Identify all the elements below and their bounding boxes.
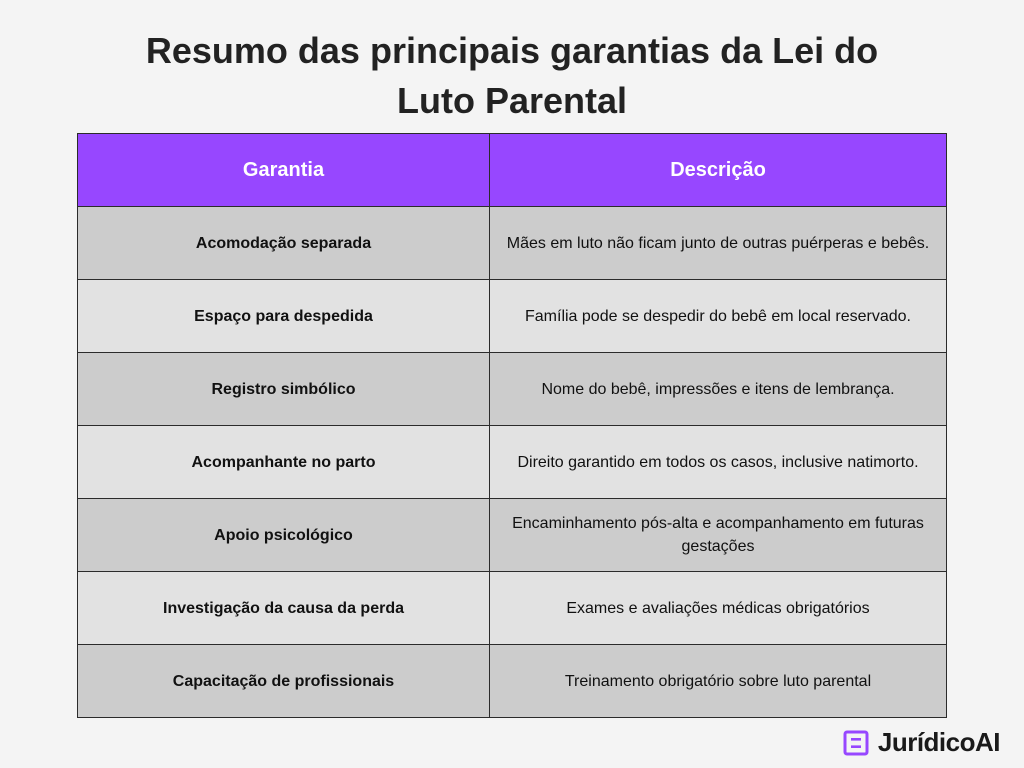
table-row <box>78 426 947 499</box>
garantia-cell: Espaço para despedida <box>78 280 490 353</box>
descricao-cell: Família pode se despedir do bebê em local reservado. <box>490 280 947 353</box>
descricao-cell: Direito garantido em todos os casos, inclusive natimorto. <box>490 426 947 499</box>
guarantees-table <box>77 133 947 718</box>
garantia-cell: Capacitação de profissionais <box>78 645 490 718</box>
table-row <box>78 207 947 280</box>
page-title <box>0 26 1024 126</box>
table-row <box>78 280 947 353</box>
descricao-cell: Nome do bebê, impressões e itens de lembrança. <box>490 353 947 426</box>
brand-logo <box>842 727 1000 758</box>
table-header <box>78 134 947 207</box>
garantia-cell: Registro simbólico <box>78 353 490 426</box>
garantia-cell: Apoio psicológico <box>78 499 490 572</box>
descricao-cell: Exames e avaliações médicas obrigatórios <box>490 572 947 645</box>
table-row <box>78 499 947 572</box>
table-row <box>78 645 947 718</box>
table-row <box>78 572 947 645</box>
garantia-cell: Acomodação separada <box>78 207 490 280</box>
descricao-cell: Mães em luto não ficam junto de outras puérperas e bebês. <box>490 207 947 280</box>
garantia-cell: Acompanhante no parto <box>78 426 490 499</box>
logo-icon <box>842 729 870 757</box>
garantia-cell: Investigação da causa da perda <box>78 572 490 645</box>
table-body <box>78 207 947 718</box>
logo-text: JurídicoAI <box>877 727 1000 757</box>
page-title-line-2: Luto Parental <box>396 80 628 121</box>
header-row <box>78 134 947 207</box>
descricao-cell: Treinamento obrigatório sobre luto parental <box>490 645 947 718</box>
header-descricao: Descrição <box>490 134 947 207</box>
header-garantia: Garantia <box>78 134 490 207</box>
descricao-cell: Encaminhamento pós-alta e acompanhamento em futuras gestações <box>490 499 947 572</box>
table-row <box>78 353 947 426</box>
page-title-line-1: Resumo das principais garantias da Lei do <box>145 30 879 71</box>
